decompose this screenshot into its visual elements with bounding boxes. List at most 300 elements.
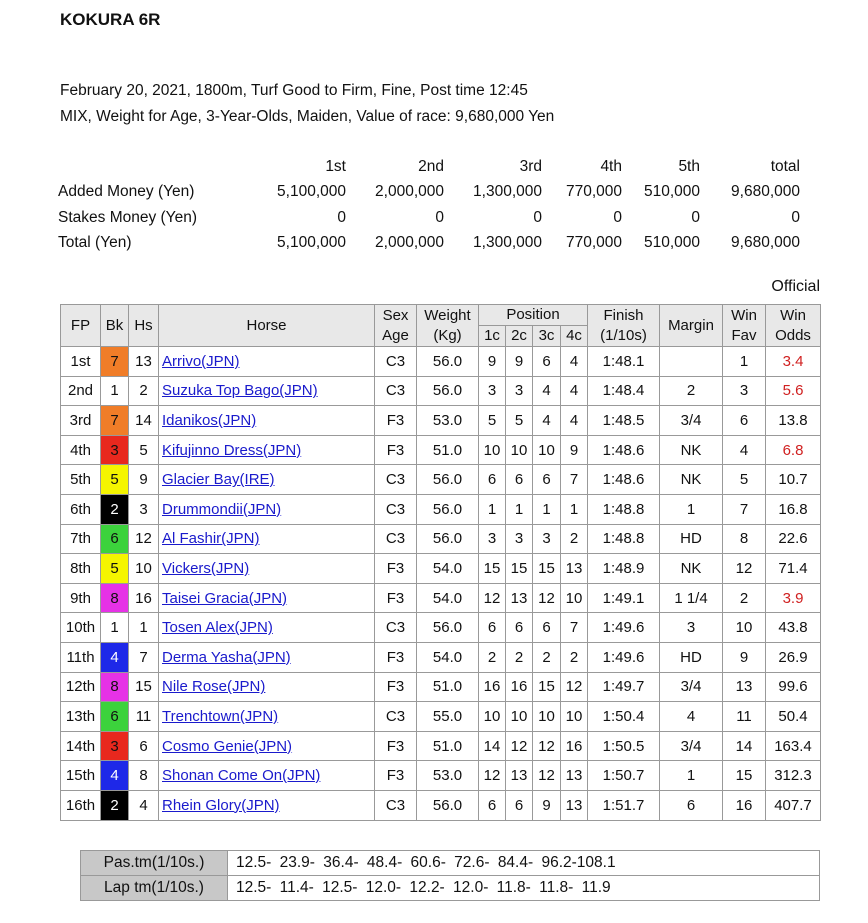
sex-age: C3: [375, 494, 417, 524]
horse-cell: [159, 613, 375, 643]
money-value: 770,000: [565, 234, 622, 252]
fp: 10th: [61, 613, 101, 643]
money-header-cell: 5th: [678, 157, 700, 175]
fp: 4th: [61, 435, 101, 465]
money-value: 0: [613, 208, 622, 226]
win-fav: 3: [723, 376, 766, 406]
win-odds: 71.4: [766, 554, 821, 584]
weight: 53.0: [417, 406, 479, 436]
win-fav: 16: [723, 790, 766, 820]
pos-4c: 4: [561, 406, 588, 436]
pos-1c: 6: [479, 790, 506, 820]
finish-time: 1:51.7: [588, 790, 660, 820]
fp: 15th: [61, 761, 101, 791]
margin: NK: [660, 435, 723, 465]
money-value: 510,000: [643, 234, 700, 252]
weight: 56.0: [417, 790, 479, 820]
pos-4c: 7: [561, 613, 588, 643]
pos-2c: 10: [506, 435, 533, 465]
money-header-cell: [58, 154, 228, 180]
win-odds: 13.8: [766, 406, 821, 436]
table-row: [61, 583, 821, 613]
weight: 51.0: [417, 672, 479, 702]
pos-4c: 10: [561, 583, 588, 613]
bracket: 4: [101, 761, 129, 791]
win-fav: 8: [723, 524, 766, 554]
finish-time: 1:49.6: [588, 613, 660, 643]
weight: 54.0: [417, 554, 479, 584]
bracket: 1: [101, 613, 129, 643]
pos-4c: 2: [561, 524, 588, 554]
finish-time: 1:48.1: [588, 347, 660, 377]
bracket: 6: [101, 524, 129, 554]
sex-age: C3: [375, 790, 417, 820]
weight: 56.0: [417, 613, 479, 643]
horse-cell: [159, 642, 375, 672]
bracket: 1: [101, 376, 129, 406]
pos-3c: 9: [533, 790, 561, 820]
sex-age: F3: [375, 731, 417, 761]
table-row: [61, 524, 821, 554]
pos-4c: 2: [561, 642, 588, 672]
horse-cell: [159, 494, 375, 524]
horse-cell: [159, 761, 375, 791]
header-tenths: (1/10s): [600, 326, 647, 344]
pos-2c: 1: [506, 494, 533, 524]
pos-1c: 3: [479, 524, 506, 554]
horse-number: 14: [129, 406, 159, 436]
table-row: [61, 465, 821, 495]
pos-3c: 12: [533, 583, 561, 613]
money-value: 9,680,000: [731, 234, 800, 252]
pos-1c: 12: [479, 761, 506, 791]
win-fav: 12: [723, 554, 766, 584]
horse-cell: [159, 376, 375, 406]
table-row: [61, 672, 821, 702]
pos-2c: 15: [506, 554, 533, 584]
money-value: 5,100,000: [277, 183, 346, 201]
horse-link[interactable]: Glacier Bay(IRE): [162, 471, 275, 489]
pos-2c: 10: [506, 702, 533, 732]
pos-4c: 16: [561, 731, 588, 761]
finish-time: 1:48.5: [588, 406, 660, 436]
table-row: [61, 761, 821, 791]
money-label: Total (Yen): [58, 234, 132, 252]
horse-number: 4: [129, 790, 159, 820]
margin: 4: [660, 702, 723, 732]
horse-link[interactable]: Trenchtown(JPN): [162, 707, 279, 725]
pos-4c: 13: [561, 554, 588, 584]
pos-3c: 10: [533, 435, 561, 465]
fp: 11th: [61, 642, 101, 672]
money-value: 0: [691, 208, 700, 226]
bracket: 7: [101, 406, 129, 436]
horse-number: 8: [129, 761, 159, 791]
header-odds: Odds: [775, 326, 811, 344]
pos-1c: 15: [479, 554, 506, 584]
header-weight: [417, 305, 479, 347]
win-odds: 312.3: [766, 761, 821, 791]
win-fav: 1: [723, 347, 766, 377]
horse-cell: [159, 731, 375, 761]
header-win-fav: [723, 305, 766, 347]
win-fav: 6: [723, 406, 766, 436]
passing-time-label: Pas.tm(1/10s.): [81, 851, 228, 876]
money-value: 2,000,000: [375, 234, 444, 252]
race-conditions: February 20, 2021, 1800m, Turf Good to Firm, Fine, Post time 12:45: [60, 82, 528, 99]
margin: 1: [660, 494, 723, 524]
pos-4c: 10: [561, 702, 588, 732]
horse-number: 9: [129, 465, 159, 495]
margin: HD: [660, 524, 723, 554]
table-row: [61, 642, 821, 672]
pos-3c: 4: [533, 406, 561, 436]
money-value: 510,000: [643, 183, 700, 201]
win-odds: 99.6: [766, 672, 821, 702]
pos-2c: 6: [506, 465, 533, 495]
table-row: [61, 494, 821, 524]
margin: 3/4: [660, 406, 723, 436]
fp: 2nd: [61, 376, 101, 406]
race-title: KOKURA 6R: [60, 10, 161, 29]
horse-cell: [159, 790, 375, 820]
finish-time: 1:50.7: [588, 761, 660, 791]
horse-link[interactable]: Taisei Gracia(JPN): [162, 589, 288, 607]
bracket: 2: [101, 494, 129, 524]
margin: 1: [660, 761, 723, 791]
sex-age: C3: [375, 347, 417, 377]
money-label: Added Money (Yen): [58, 183, 195, 201]
finish-time: 1:48.9: [588, 554, 660, 584]
sex-age: F3: [375, 554, 417, 584]
horse-cell: [159, 347, 375, 377]
horse-cell: [159, 435, 375, 465]
header-1c: 1c: [479, 326, 506, 347]
horse-number: 5: [129, 435, 159, 465]
pos-2c: 12: [506, 731, 533, 761]
pos-2c: 6: [506, 790, 533, 820]
finish-time: 1:48.6: [588, 435, 660, 465]
finish-time: 1:49.7: [588, 672, 660, 702]
passing-time-row: [81, 851, 820, 876]
table-row: [61, 376, 821, 406]
win-fav: 13: [723, 672, 766, 702]
fp: 7th: [61, 524, 101, 554]
win-odds: 6.8: [766, 435, 821, 465]
bracket: 3: [101, 435, 129, 465]
passing-time-values: 12.5- 23.9- 36.4- 48.4- 60.6- 72.6- 84.4- 96.2-108.1: [228, 851, 820, 876]
money-row: [58, 231, 800, 257]
table-row: [61, 613, 821, 643]
weight: 53.0: [417, 761, 479, 791]
margin: [660, 347, 723, 377]
bracket: 8: [101, 583, 129, 613]
pos-3c: 3: [533, 524, 561, 554]
fp: 9th: [61, 583, 101, 613]
table-row: [61, 731, 821, 761]
pos-1c: 12: [479, 583, 506, 613]
header-finish-label: Finish: [603, 306, 644, 324]
money-header-cell: 1st: [325, 157, 346, 175]
win-fav: 5: [723, 465, 766, 495]
sex-age: F3: [375, 406, 417, 436]
bracket: 3: [101, 731, 129, 761]
horse-number: 13: [129, 347, 159, 377]
horse-cell: [159, 583, 375, 613]
horse-cell: [159, 702, 375, 732]
money-value: 0: [791, 208, 800, 226]
pos-2c: 2: [506, 642, 533, 672]
horse-number: 15: [129, 672, 159, 702]
fp: 5th: [61, 465, 101, 495]
pos-4c: 7: [561, 465, 588, 495]
win-odds: 3.9: [766, 583, 821, 613]
money-value: 1,300,000: [473, 234, 542, 252]
results-table: [60, 304, 821, 821]
weight: 51.0: [417, 731, 479, 761]
header-sex: Sex: [382, 306, 409, 324]
fp: 16th: [61, 790, 101, 820]
lap-time-values: 12.5- 11.4- 12.5- 12.0- 12.2- 12.0- 11.8- 11.8- 11.9: [228, 876, 820, 901]
win-fav: 4: [723, 435, 766, 465]
horse-number: 10: [129, 554, 159, 584]
weight: 56.0: [417, 376, 479, 406]
weight: 56.0: [417, 524, 479, 554]
header-win: Win: [731, 306, 757, 324]
money-header-cell: total: [770, 157, 800, 175]
win-fav: 11: [723, 702, 766, 732]
win-fav: 15: [723, 761, 766, 791]
finish-time: 1:49.6: [588, 642, 660, 672]
money-header-row: [58, 154, 800, 180]
horse-number: 12: [129, 524, 159, 554]
fp: 14th: [61, 731, 101, 761]
horse-number: 11: [129, 702, 159, 732]
horse-link[interactable]: Shonan Come On(JPN): [162, 767, 321, 785]
finish-time: 1:48.8: [588, 524, 660, 554]
pos-2c: 5: [506, 406, 533, 436]
header-age: Age: [382, 326, 409, 344]
pos-3c: 15: [533, 672, 561, 702]
money-header-cell: 4th: [600, 157, 622, 175]
pos-4c: 13: [561, 761, 588, 791]
horse-number: 3: [129, 494, 159, 524]
money-header-cell: 2nd: [418, 157, 444, 175]
header-kg: (Kg): [433, 326, 462, 344]
header-bk: Bk: [101, 305, 129, 347]
win-odds: 407.7: [766, 790, 821, 820]
bracket: 6: [101, 702, 129, 732]
pos-2c: 3: [506, 376, 533, 406]
horse-link[interactable]: Rhein Glory(JPN): [162, 796, 280, 814]
money-value: 2,000,000: [375, 183, 444, 201]
horse-number: 2: [129, 376, 159, 406]
money-value: 0: [435, 208, 444, 226]
horse-cell: [159, 465, 375, 495]
bracket: 8: [101, 672, 129, 702]
header-fav: Fav: [731, 326, 757, 344]
header-position: Position: [479, 305, 588, 326]
win-fav: 14: [723, 731, 766, 761]
money-value: 1,300,000: [473, 183, 542, 201]
sex-age: F3: [375, 672, 417, 702]
pos-4c: 1: [561, 494, 588, 524]
sex-age: C3: [375, 613, 417, 643]
horse-link[interactable]: Derma Yasha(JPN): [162, 648, 291, 666]
sex-age: C3: [375, 524, 417, 554]
weight: 56.0: [417, 465, 479, 495]
finish-time: 1:48.6: [588, 465, 660, 495]
table-row: [61, 790, 821, 820]
pos-4c: 4: [561, 376, 588, 406]
money-label: Stakes Money (Yen): [58, 208, 198, 226]
header-win2: Win: [780, 306, 806, 324]
horse-number: 6: [129, 731, 159, 761]
win-odds: 26.9: [766, 642, 821, 672]
margin: 6: [660, 790, 723, 820]
money-row: [58, 180, 800, 206]
pos-4c: 13: [561, 790, 588, 820]
pos-2c: 3: [506, 524, 533, 554]
table-row: [61, 406, 821, 436]
pos-3c: 6: [533, 613, 561, 643]
pos-4c: 4: [561, 347, 588, 377]
horse-link[interactable]: Idanikos(JPN): [162, 411, 257, 429]
horse-link[interactable]: Tosen Alex(JPN): [162, 619, 273, 637]
margin: 3/4: [660, 672, 723, 702]
horse-link[interactable]: Arrivo(JPN): [162, 352, 240, 370]
weight: 55.0: [417, 702, 479, 732]
horse-cell: [159, 406, 375, 436]
finish-time: 1:48.4: [588, 376, 660, 406]
fp: 1st: [61, 347, 101, 377]
pos-2c: 13: [506, 583, 533, 613]
header-2c: 2c: [506, 326, 533, 347]
table-row: [61, 435, 821, 465]
header-weight-label: Weight: [424, 306, 471, 324]
money-header-cell: 3rd: [519, 157, 542, 175]
horse-cell: [159, 672, 375, 702]
header-horse: Horse: [159, 305, 375, 347]
table-row: [61, 702, 821, 732]
pos-1c: 3: [479, 376, 506, 406]
horse-link[interactable]: Vickers(JPN): [162, 559, 250, 577]
pos-3c: 15: [533, 554, 561, 584]
pos-4c: 12: [561, 672, 588, 702]
money-value: 770,000: [565, 183, 622, 201]
bracket: 5: [101, 465, 129, 495]
pos-3c: 1: [533, 494, 561, 524]
weight: 56.0: [417, 347, 479, 377]
pos-1c: 6: [479, 613, 506, 643]
pos-3c: 12: [533, 731, 561, 761]
prize-money-table: [58, 154, 800, 256]
bracket: 4: [101, 642, 129, 672]
fp: 12th: [61, 672, 101, 702]
header-hs: Hs: [129, 305, 159, 347]
horse-link[interactable]: Cosmo Genie(JPN): [162, 737, 293, 755]
margin: HD: [660, 642, 723, 672]
weight: 56.0: [417, 494, 479, 524]
horse-number: 7: [129, 642, 159, 672]
sex-age: F3: [375, 583, 417, 613]
official-label: Official: [771, 278, 820, 295]
pos-1c: 2: [479, 642, 506, 672]
win-odds: 5.6: [766, 376, 821, 406]
pos-1c: 6: [479, 465, 506, 495]
sex-age: C3: [375, 376, 417, 406]
pos-1c: 10: [479, 435, 506, 465]
horse-link[interactable]: Suzuka Top Bago(JPN): [162, 382, 318, 400]
horse-number: 16: [129, 583, 159, 613]
win-odds: 43.8: [766, 613, 821, 643]
horse-link[interactable]: Nile Rose(JPN): [162, 678, 266, 696]
horse-link[interactable]: Al Fashir(JPN): [162, 530, 260, 548]
pos-1c: 5: [479, 406, 506, 436]
sex-age: C3: [375, 702, 417, 732]
horse-link[interactable]: Kifujinno Dress(JPN): [162, 441, 302, 459]
win-fav: 2: [723, 583, 766, 613]
horse-cell: [159, 554, 375, 584]
weight: 51.0: [417, 435, 479, 465]
header-4c: 4c: [561, 326, 588, 347]
header-margin: Margin: [660, 305, 723, 347]
pos-1c: 9: [479, 347, 506, 377]
lap-time-row: [81, 876, 820, 901]
fp: 3rd: [61, 406, 101, 436]
money-value: 0: [533, 208, 542, 226]
margin: 2: [660, 376, 723, 406]
finish-time: 1:50.4: [588, 702, 660, 732]
margin: NK: [660, 465, 723, 495]
pos-3c: 2: [533, 642, 561, 672]
win-odds: 3.4: [766, 347, 821, 377]
fp: 6th: [61, 494, 101, 524]
finish-time: 1:50.5: [588, 731, 660, 761]
header-win-odds: [766, 305, 821, 347]
pos-1c: 16: [479, 672, 506, 702]
pos-3c: 6: [533, 465, 561, 495]
win-fav: 10: [723, 613, 766, 643]
lap-times-table: [80, 850, 820, 901]
win-odds: 16.8: [766, 494, 821, 524]
pos-3c: 4: [533, 376, 561, 406]
sex-age: C3: [375, 465, 417, 495]
fp: 13th: [61, 702, 101, 732]
weight: 54.0: [417, 583, 479, 613]
win-fav: 7: [723, 494, 766, 524]
win-odds: 22.6: [766, 524, 821, 554]
margin: 3: [660, 613, 723, 643]
money-row: [58, 205, 800, 231]
horse-link[interactable]: Drummondii(JPN): [162, 500, 282, 518]
sex-age: F3: [375, 761, 417, 791]
pos-2c: 13: [506, 761, 533, 791]
win-odds: 50.4: [766, 702, 821, 732]
pos-4c: 9: [561, 435, 588, 465]
pos-1c: 10: [479, 702, 506, 732]
header-3c: 3c: [533, 326, 561, 347]
finish-time: 1:49.1: [588, 583, 660, 613]
bracket: 7: [101, 347, 129, 377]
sex-age: F3: [375, 642, 417, 672]
margin: NK: [660, 554, 723, 584]
money-value: 0: [337, 208, 346, 226]
win-odds: 10.7: [766, 465, 821, 495]
margin: 1 1/4: [660, 583, 723, 613]
lap-time-label: Lap tm(1/10s.): [81, 876, 228, 901]
header-finish: [588, 305, 660, 347]
